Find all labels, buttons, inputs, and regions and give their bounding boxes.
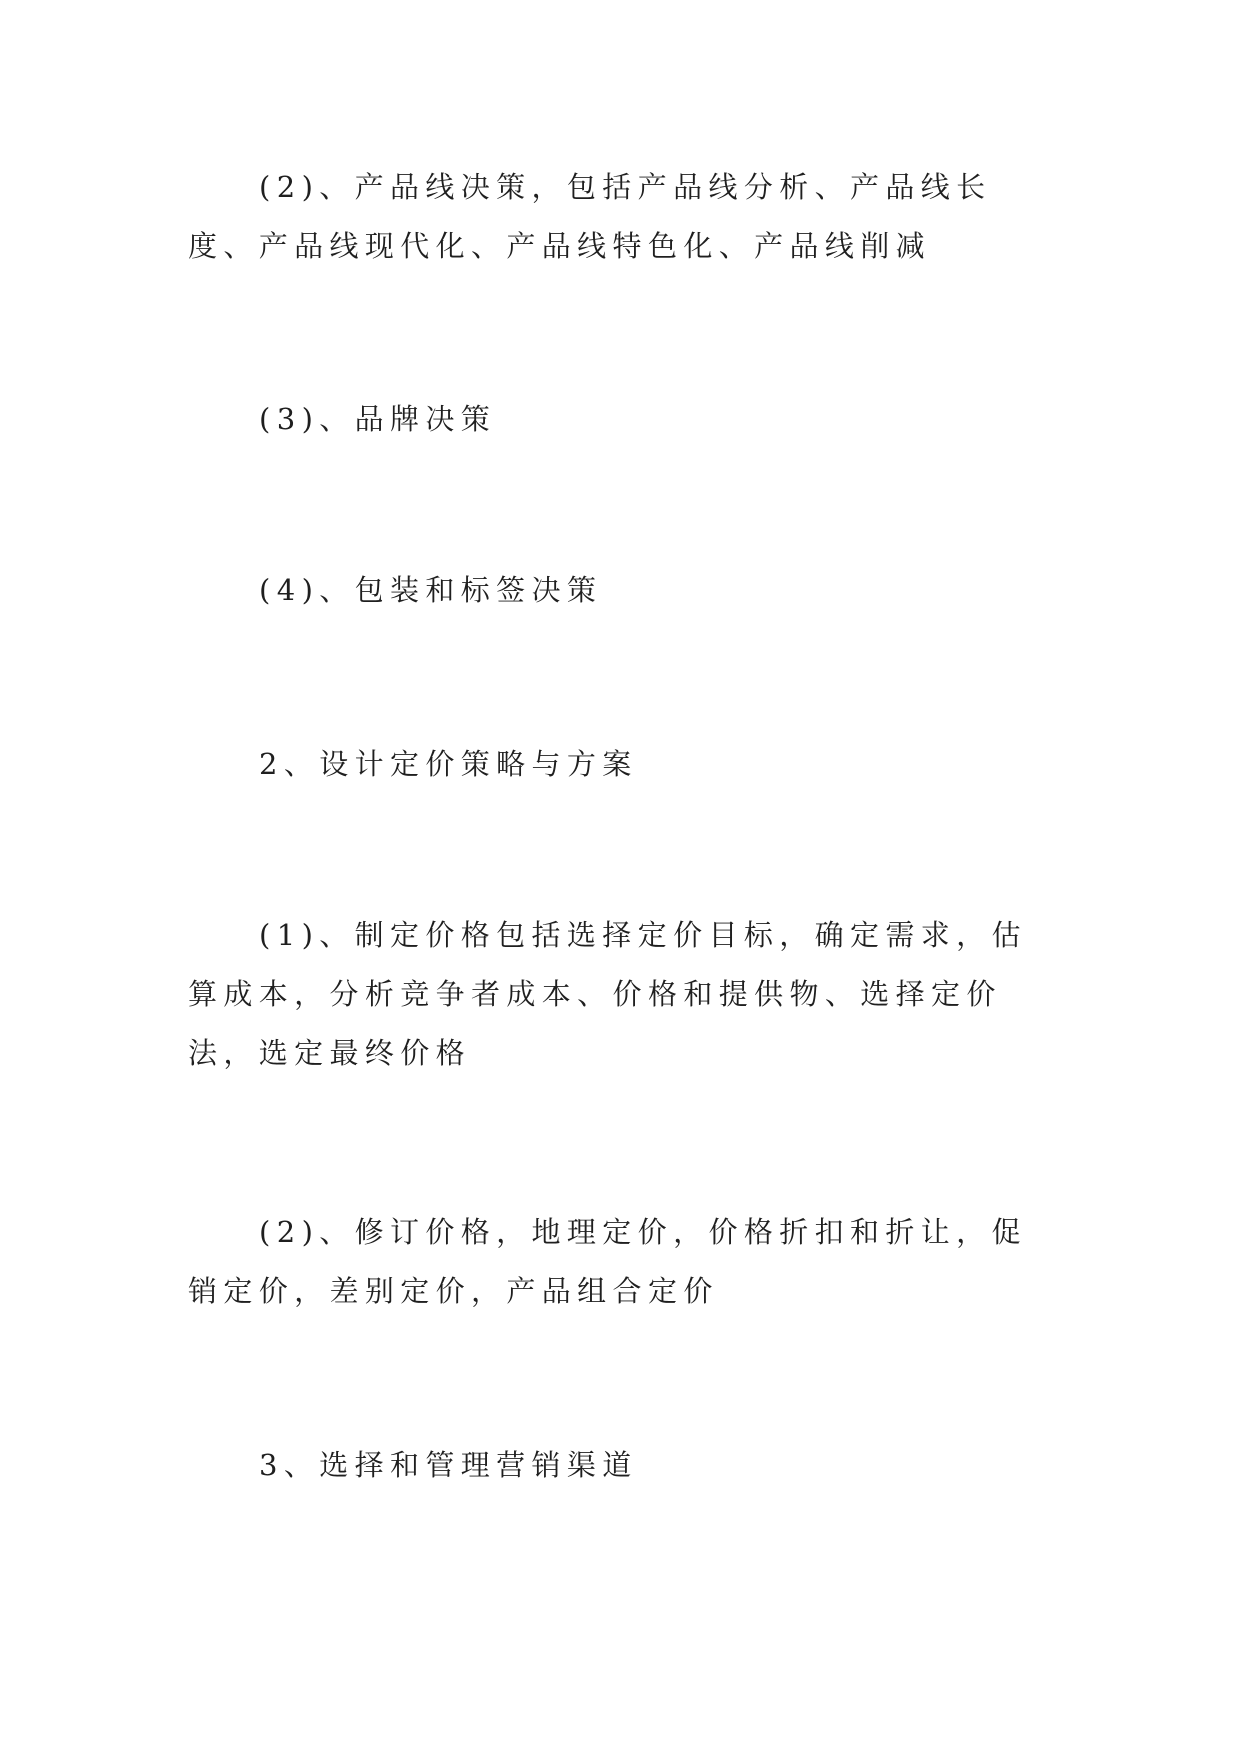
paragraph-brand-decision: (3)、品牌决策 [259, 402, 497, 436]
paragraph-packaging-label-decision: (4)、包装和标签决策 [259, 573, 603, 607]
paragraph-set-price: (1)、制定价格包括选择定价目标，确定需求，估算成本，分析竞争者成本、价格和提供物、选择定价法，选定最终价格 [188, 918, 1027, 1070]
paragraph-revise-price: (2)、修订价格，地理定价，价格折扣和折让，促销定价，差别定价，产品组合定价 [188, 1215, 1027, 1308]
heading-marketing-channels: 3、选择和管理营销渠道 [259, 1448, 638, 1482]
paragraph-product-line-decision: (2)、产品线决策，包括产品线分析、产品线长度、产品线现代化、产品线特色化、产品线削减 [188, 170, 992, 263]
heading-pricing-strategy: 2、设计定价策略与方案 [259, 747, 638, 781]
